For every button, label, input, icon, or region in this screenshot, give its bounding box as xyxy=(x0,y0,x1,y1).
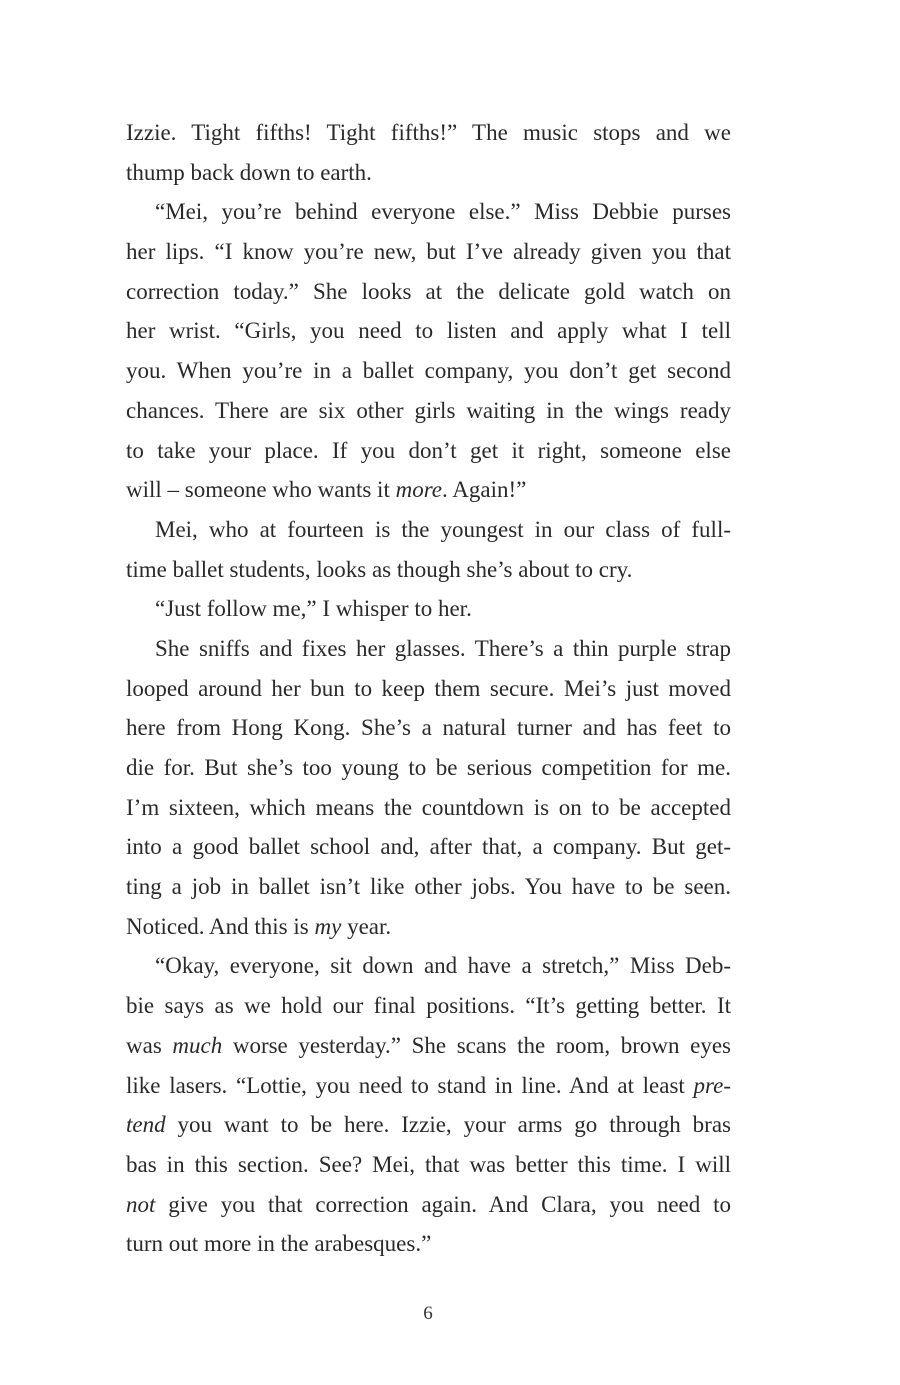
text-line: Noticed. And this is my year. xyxy=(126,913,392,939)
text-line: time ballet students, looks as though she’s about to cry. xyxy=(126,556,633,582)
text-line: turn out more in the arabesques.” xyxy=(126,1231,432,1257)
text-line: tend you want to be here. Izzie, your arms go through bras xyxy=(126,1112,731,1138)
emphasis: not xyxy=(126,1191,156,1217)
text-line: here from Hong Kong. She’s a natural turner and has feet to xyxy=(126,715,731,741)
text-line: looped around her bun to keep them secure. Mei’s just moved xyxy=(126,675,731,701)
text-line: bas in this section. See? Mei, that was better this time. I will xyxy=(126,1151,731,1177)
text-line: Mei, who at fourteen is the youngest in our class of full- xyxy=(155,516,731,542)
emphasis: pre- xyxy=(693,1072,731,1098)
text-line: thump back down to earth. xyxy=(126,159,372,185)
text-line: “Mei, you’re behind everyone else.” Miss Debbie purses xyxy=(155,199,731,225)
text-line: you. When you’re in a ballet company, you don’t get second xyxy=(126,358,731,384)
text-line: “Okay, everyone, sit down and have a stretch,” Miss Deb- xyxy=(155,953,731,979)
text-line: will – someone who wants it more. Again!” xyxy=(126,477,527,503)
emphasis: more xyxy=(395,477,443,503)
text-line: die for. But she’s too young to be serious competition for me. xyxy=(126,755,731,780)
emphasis: much xyxy=(172,1032,223,1058)
emphasis: tend xyxy=(126,1112,166,1138)
text-line: into a good ballet school and, after that, a company. But get- xyxy=(126,834,731,860)
text-line: her lips. “I know you’re new, but I’ve already given you that xyxy=(126,239,731,265)
text-line: ting a job in ballet isn’t like other jobs. You have to be seen. xyxy=(126,874,731,900)
text-line: Izzie. Tight fifths! Tight fifths!” The music stops and we xyxy=(126,120,731,145)
text-line: like lasers. “Lottie, you need to stand in line. And at least pre- xyxy=(126,1072,731,1098)
text-line: correction today.” She looks at the delicate gold watch on xyxy=(126,278,731,304)
text-line: She sniffs and fixes her glasses. There’s a thin purple strap xyxy=(155,635,731,661)
text-line: to take your place. If you don’t get it right, someone else xyxy=(126,437,731,463)
text-line: was much worse yesterday.” She scans the room, brown eyes xyxy=(126,1032,731,1058)
text-line: bie says as we hold our final positions. “It’s getting better. It xyxy=(126,993,731,1019)
text-line: her wrist. “Girls, you need to listen and apply what I tell xyxy=(126,318,731,344)
text-line: chances. There are six other girls waiting in the wings ready xyxy=(126,397,731,423)
page-number: 6 xyxy=(423,1303,433,1324)
text-line: not give you that correction again. And Clara, you need to xyxy=(126,1191,731,1217)
text-line: “Just follow me,” I whisper to her. xyxy=(155,596,472,622)
text-line: I’m sixteen, which means the countdown is on to be accepted xyxy=(126,794,731,820)
emphasis: my xyxy=(314,913,342,939)
page-body xyxy=(126,113,731,1264)
